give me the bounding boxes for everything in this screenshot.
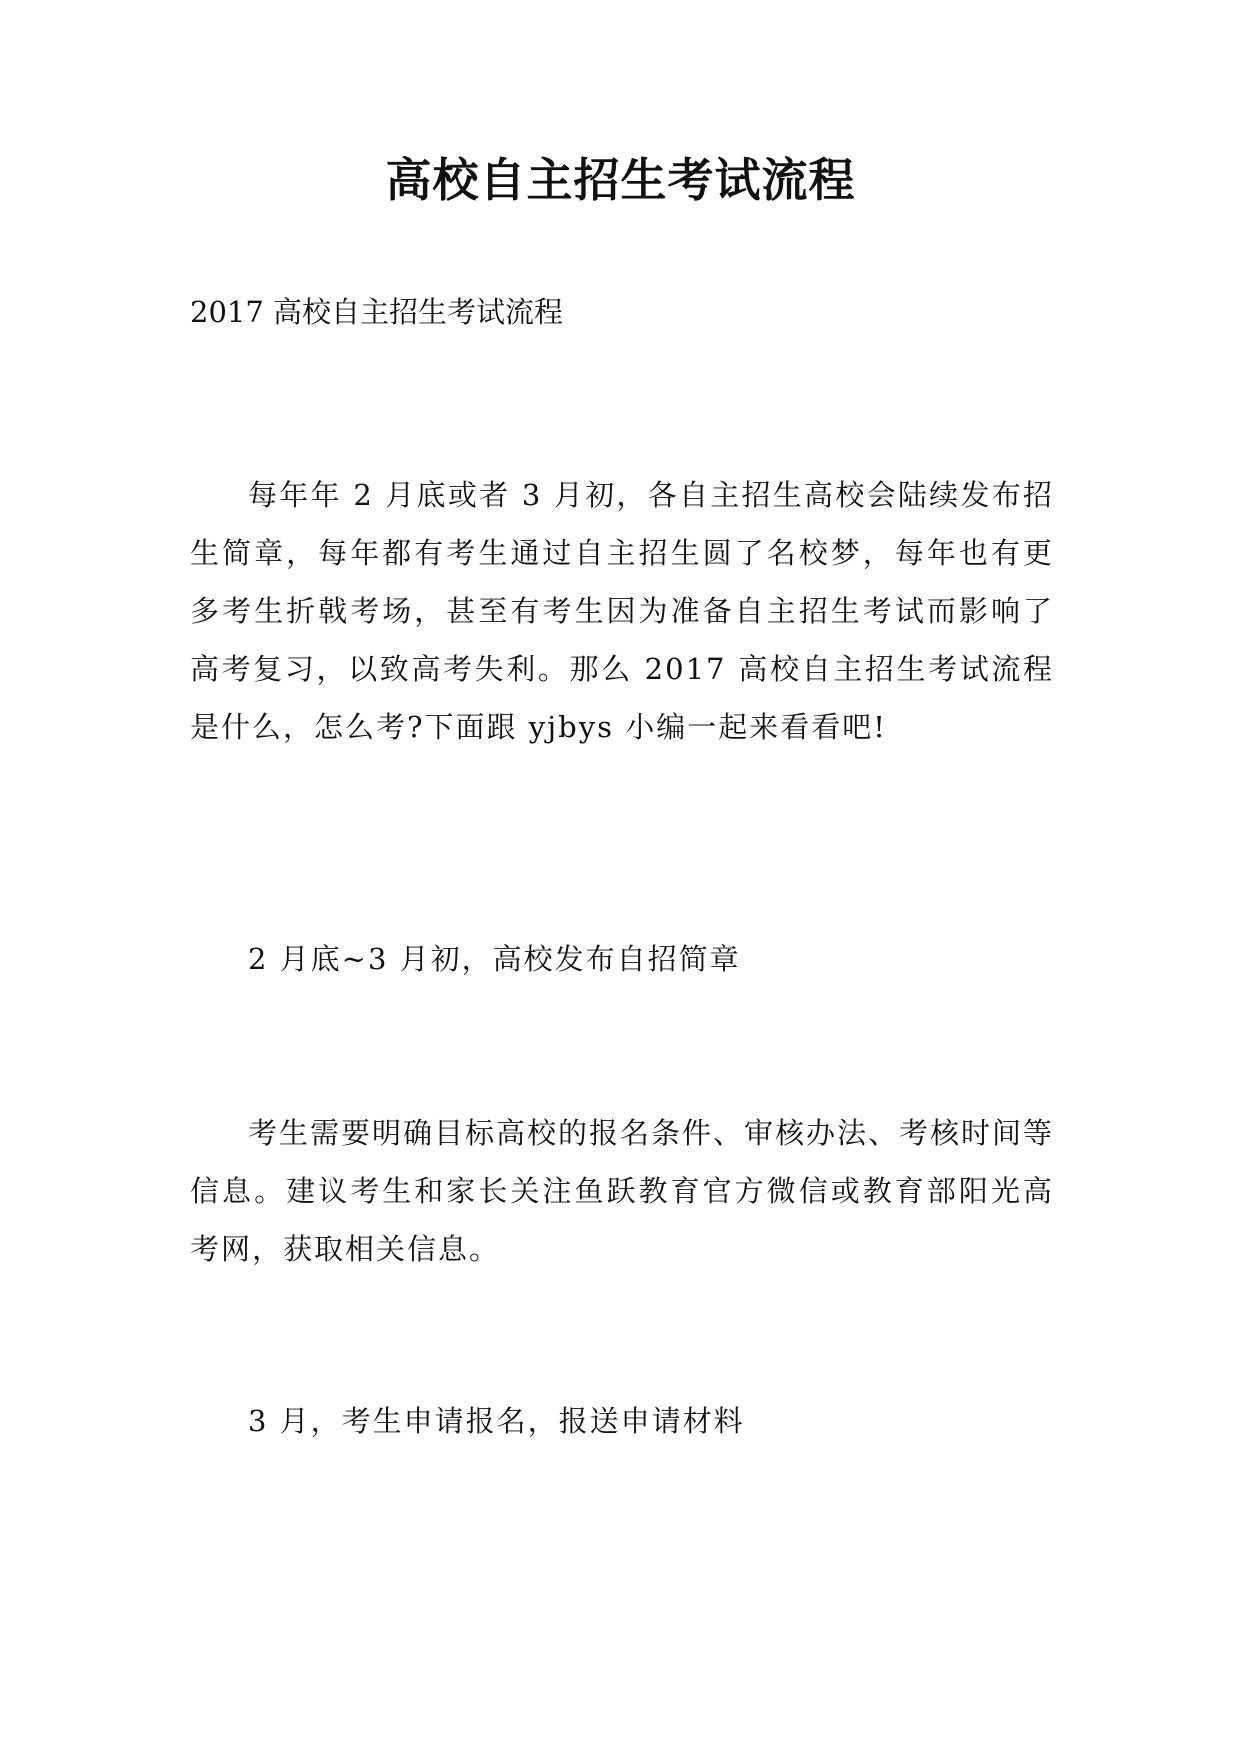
intro-paragraph: 每年年 2 月底或者 3 月初，各自主招生高校会陆续发布招生简章，每年都有考生通过自主招生圆了名校梦，每年也有更多考生折戟考场，甚至有考生因为准备自主招生考试而影响了高考复习，以致高考失利。那么 2017 高校自主招生考试流程是什么，怎么考?下面跟 yjbys 小编一起来看看吧! [190,478,1054,744]
step-heading-application: 3 月，考生申请报名，报送申请材料 [248,1404,745,1438]
document-title: 高校自主招生考试流程 [385,153,856,207]
step-heading-announcement: 2 月底~3 月初，高校发布自招简章 [248,942,741,976]
announcement-paragraph: 考生需要明确目标高校的报名条件、审核办法、考核时间等信息。建议考生和家长关注鱼跃教育官方微信或教育部阳光高考网，获取相关信息。 [190,1116,1055,1266]
document-subtitle: 2017 高校自主招生考试流程 [190,295,564,329]
